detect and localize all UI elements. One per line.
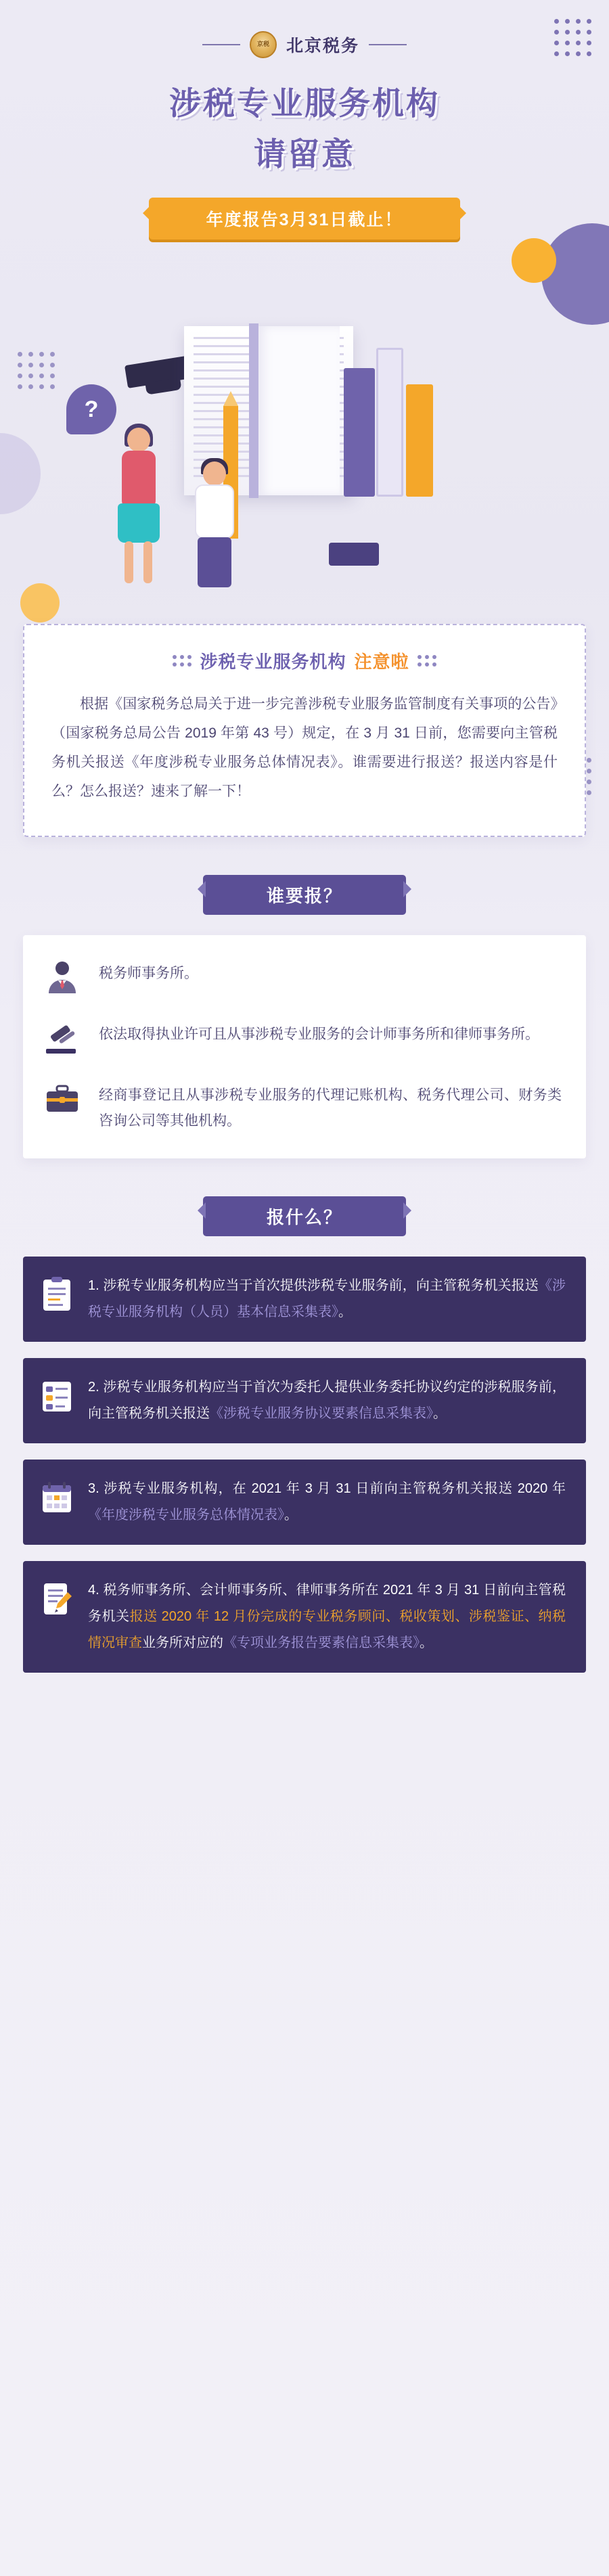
divider-right <box>369 44 407 45</box>
page-title <box>0 78 609 175</box>
person-male-illustration <box>183 461 248 587</box>
item-number: 2. <box>88 1379 99 1395</box>
person-tie-icon <box>43 958 81 996</box>
document-pen-icon <box>39 1580 74 1618</box>
question-bubble-icon: ? <box>66 384 116 434</box>
item-text-part: 涉税专业服务机构应当于首次提供涉税专业服务前，向主管税务机关报送 <box>103 1278 539 1293</box>
book-stack-orange <box>406 384 433 497</box>
section-heading-what <box>203 1196 406 1236</box>
skirt <box>118 503 160 543</box>
heading-dots-right-icon <box>418 655 436 666</box>
torso <box>122 451 156 509</box>
item-highlight-2: 专业税务顾问、税收策划、涉税鉴证、纳税情况审查 <box>88 1608 566 1650</box>
item-text-part: 。 <box>433 1405 447 1421</box>
list-item-text: 经商事登记且从事涉税专业服务的代理记账机构、税务代理公司、财务类咨询公司等其他机构。 <box>99 1087 562 1129</box>
section-heading-who <box>203 875 406 915</box>
page-bottom-spacer <box>0 1689 609 1716</box>
head <box>127 428 150 452</box>
list-item <box>43 1019 562 1057</box>
item-doc-name: 《涉税专业服务协议要素信息采集表》 <box>210 1405 433 1421</box>
notice-heading-accent: 注意啦 <box>354 652 409 672</box>
briefcase-icon <box>43 1080 81 1118</box>
item-doc-name: 《涉税专业服务机构（人员）基本信息采集表》 <box>88 1278 566 1319</box>
item-doc-name: 《专项业务报告要素信息采集表》 <box>223 1635 420 1650</box>
notice-heading-main: 涉税专业服务机构 <box>200 652 346 672</box>
item-text-part: 。 <box>338 1304 352 1319</box>
leg-right <box>143 541 152 583</box>
pants <box>198 537 231 587</box>
item-text-part: 。 <box>284 1507 298 1522</box>
list-item <box>43 1080 562 1134</box>
heading-dots-left-icon <box>173 655 191 666</box>
brand-header <box>0 0 609 58</box>
item-text-part: 税务师事务所、会计师事务所、律师事务所在 2021 年 3 月 31 日前向主管税务机关 <box>88 1582 566 1624</box>
tax-bureau-seal-icon: 京税 <box>250 31 277 58</box>
gavel-icon <box>43 1019 81 1057</box>
clipboard-icon <box>39 1275 74 1313</box>
head <box>203 461 226 486</box>
who-must-report-card <box>23 935 586 1158</box>
brand-title: 北京税务 <box>286 37 359 55</box>
item-number: 4. <box>88 1582 99 1598</box>
item-text-part: 涉税专业服务机构应当于首次为委托人提供业务委托协议约定的涉税服务前，向主管税务机关报送 <box>88 1379 566 1421</box>
what-to-report-blocks <box>23 1257 586 1673</box>
leg-left <box>125 541 133 583</box>
item-number: 3. <box>88 1481 99 1496</box>
section-heading-what-label: 报什么？ <box>203 1196 406 1236</box>
list-item <box>23 1460 586 1545</box>
person-female-illustration <box>108 428 171 583</box>
deadline-ribbon-label: 年度报告3月31日截止！ <box>206 210 403 229</box>
list-item-text <box>88 1476 566 1529</box>
list-item <box>23 1561 586 1673</box>
book-stack-white <box>376 348 403 497</box>
list-item-text <box>88 1273 566 1326</box>
item-text-part: 业务所对应的 <box>142 1635 223 1650</box>
list-item-text <box>88 1374 566 1427</box>
item-highlight-1: 报送 2020 年 12 月份完成的 <box>129 1608 302 1624</box>
list-item-text: 税务师事务所。 <box>99 966 198 982</box>
torso <box>195 484 234 539</box>
item-text-part: 涉税专业服务机构，在 2021 年 3 月 31 日前向主管税务机关报送 2020 年 <box>104 1481 566 1496</box>
divider-left <box>202 44 240 45</box>
calendar-icon <box>39 1478 74 1516</box>
list-item <box>23 1358 586 1443</box>
floor-book-icon <box>329 543 379 566</box>
list-item <box>43 958 562 996</box>
deadline-ribbon <box>149 198 460 240</box>
list-item-text <box>88 1577 566 1656</box>
book-spine <box>249 323 258 498</box>
item-number: 1. <box>88 1278 99 1293</box>
form-list-icon <box>39 1377 74 1415</box>
item-text-part: 。 <box>420 1635 433 1650</box>
hero-illustration <box>0 258 609 624</box>
notice-body-text: 根据《国家税务总局关于进一步完善涉税专业服务监管制度有关事项的公告》（国家税务总局公告 2019 年第 43 号）规定，在 3 月 31 日前，您需要向主管税务机关报送《年度涉税专业服务总体情况表》。谁需要进行报送？报送内容是什么？怎么报送？速来了解一下！ <box>51 696 558 800</box>
notice-card <box>23 624 586 837</box>
notice-heading <box>51 648 558 673</box>
item-doc-name: 《年度涉税专业服务总体情况表》 <box>88 1507 284 1522</box>
section-heading-who-label: 谁要报？ <box>203 875 406 915</box>
open-book-right-page <box>258 326 340 495</box>
list-item-text: 依法取得执业许可且从事涉税专业服务的会计师事务所和律师事务所。 <box>99 1026 539 1043</box>
list-item <box>23 1257 586 1342</box>
title-line-2: 请留意 <box>254 136 355 172</box>
book-stack-purple <box>344 368 375 497</box>
title-line-1: 涉税专业服务机构 <box>169 85 440 121</box>
